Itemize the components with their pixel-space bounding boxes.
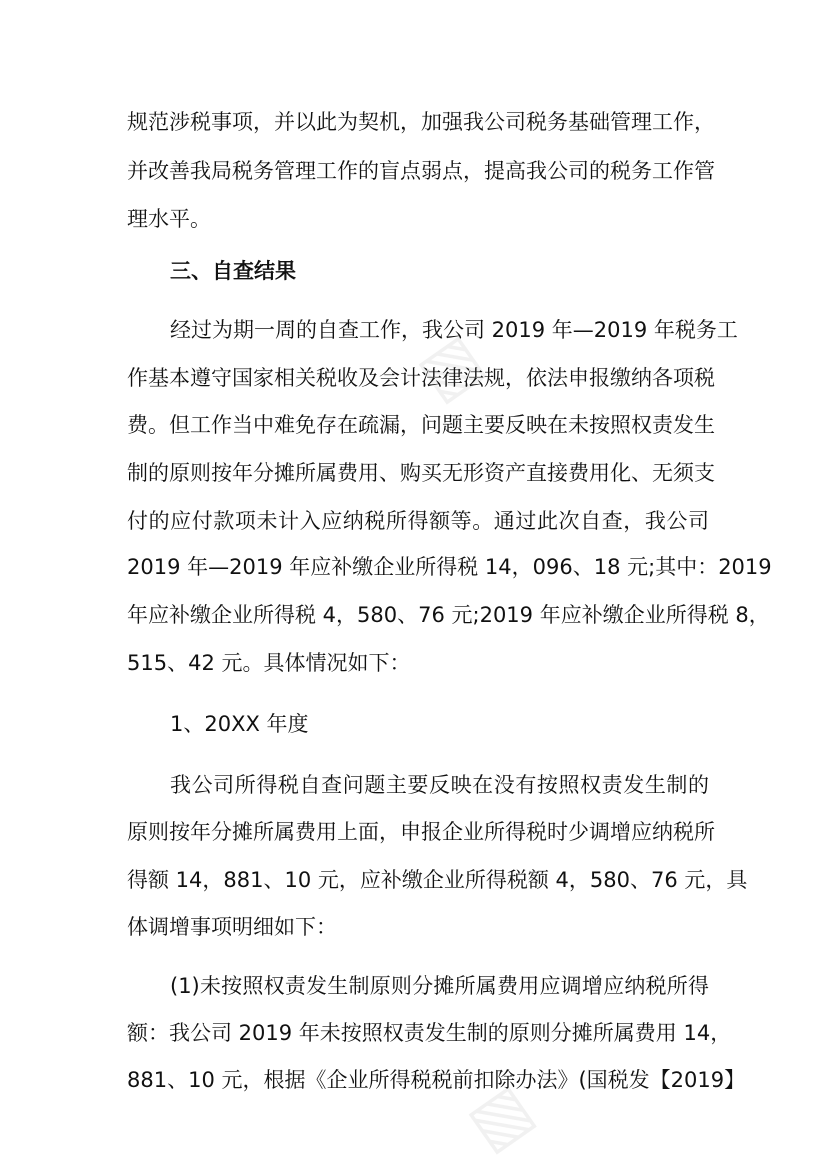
body-text-line: 体调增事项明细如下： [127, 915, 337, 939]
body-text-line: 付的应付款项未计入应纳税所得额等。通过此次自查，我公司 [127, 509, 709, 533]
body-text-line: 年应补缴企业所得税 4，580、76 元;2019 年应补缴企业所得税 8， [127, 603, 770, 627]
section-heading: 三、自查结果 [170, 259, 296, 283]
body-text-line: 制的原则按年分摊所属费用、购买无形资产直接费用化、无须支 [127, 461, 715, 485]
body-text-line: 我公司所得税自查问题主要反映在没有按照权责发生制的 [170, 773, 709, 797]
body-text-line: 经过为期一周的自查工作，我公司 2019 年—2019 年税务工 [170, 318, 738, 342]
body-text-line: 515、42 元。具体情况如下： [127, 651, 411, 675]
subheading: 1、20XX 年度 [170, 712, 309, 736]
body-text-line: 作基本遵守国家相关税收及会计法律法规，依法申报缴纳各项税 [127, 366, 715, 390]
body-text-line: (1)未按照权责发生制原则分摊所属费用应调增应纳税所得 [170, 974, 709, 998]
body-text-line: 881、10 元，根据《企业所得税税前扣除办法》(国税发【2019】 [127, 1068, 746, 1092]
body-text-line: 费。但工作当中难免存在疏漏，问题主要反映在未按照权责发生 [127, 413, 715, 437]
body-text-line: 理水平。 [127, 207, 211, 231]
body-text-line: 得额 14，881、10 元，应补缴企业所得税额 4，580、76 元，具 [127, 868, 748, 892]
body-text-line: 并改善我局税务管理工作的盲点弱点，提高我公司的税务工作管 [127, 159, 715, 183]
body-text-line: 原则按年分摊所属费用上面，申报企业所得税时少调增应纳税所 [127, 820, 715, 844]
watermark: ▧ [454, 1069, 547, 1165]
watermark: ▧ [404, 319, 497, 415]
body-text-line: 规范涉税事项，并以此为契机，加强我公司税务基础管理工作， [127, 110, 715, 134]
body-text-line: 额：我公司 2019 年未按照权责发生制的原则分摊所属费用 14， [127, 1021, 732, 1045]
body-text-line: 2019 年—2019 年应补缴企业所得税 14，096、18 元;其中：2019 [127, 555, 772, 579]
